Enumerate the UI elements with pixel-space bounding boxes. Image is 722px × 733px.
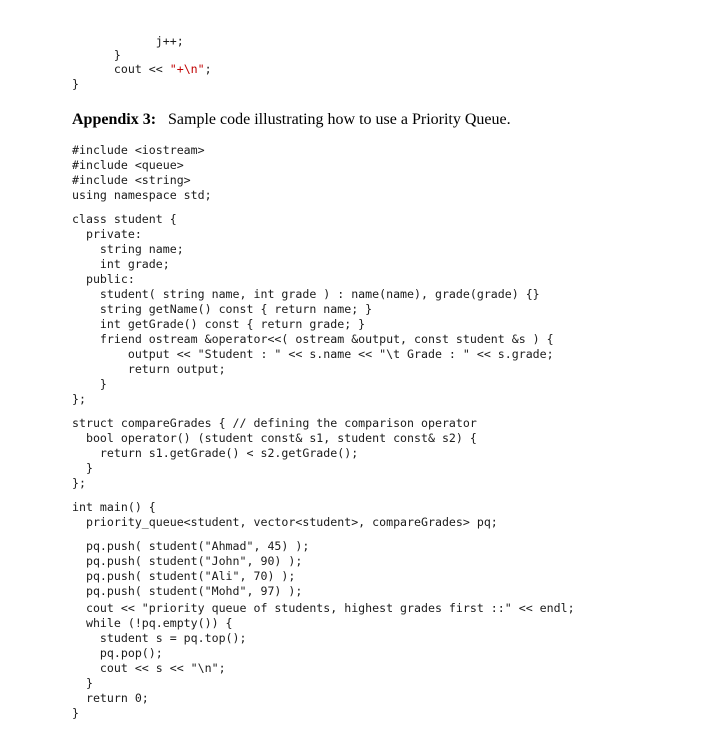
code-line: student s = pq.top(); xyxy=(72,631,247,645)
code-line: return s1.getGrade() < s2.getGrade(); xyxy=(72,446,359,460)
code-line: } xyxy=(72,461,93,475)
appendix-label: Appendix 3: xyxy=(72,111,157,128)
code-line: } xyxy=(72,48,121,62)
code-line: #include <string> xyxy=(72,173,191,187)
code-line: return 0; xyxy=(72,691,149,705)
code-line: } xyxy=(72,377,107,391)
code-line: student( string name, int grade ) : name(name), grade(grade) {} xyxy=(72,287,540,301)
code-line: } xyxy=(72,676,93,690)
code-line: public: xyxy=(72,272,135,286)
code-line: }; xyxy=(72,476,86,490)
code-line: pq.pop(); xyxy=(72,646,163,660)
code-line: bool operator() (student const& s1, student const& s2) { xyxy=(72,431,477,445)
code-line: j++; xyxy=(72,34,184,48)
code-line: pq.push( student("Mohd", 97) ); xyxy=(72,584,303,598)
code-line: int getGrade() const { return grade; } xyxy=(72,317,366,331)
code-line: struct compareGrades { // defining the comparison operator xyxy=(72,416,477,430)
code-line: string getName() const { return name; } xyxy=(72,302,373,316)
appendix-heading xyxy=(72,110,511,130)
code-line: pq.push( student("Ali", 70) ); xyxy=(72,569,296,583)
code-line: class student { xyxy=(72,212,177,226)
code-line: } xyxy=(72,706,79,720)
code-line: priority_queue<student, vector<student>, compareGrades> pq; xyxy=(72,515,498,529)
code-line: output << "Student : " << s.name << "\t Grade : " << s.grade; xyxy=(72,347,554,361)
code-line: using namespace std; xyxy=(72,188,212,202)
code-line: cout << "priority queue of students, highest grades first ::" << endl; xyxy=(72,601,575,615)
code-line: return output; xyxy=(72,362,226,376)
code-line: pq.push( student("John", 90) ); xyxy=(72,554,303,568)
code-line: int grade; xyxy=(72,257,170,271)
code-line: } xyxy=(72,77,79,91)
code-line: pq.push( student("Ahmad", 45) ); xyxy=(72,539,310,553)
code-line: cout << s << "\n"; xyxy=(72,661,226,675)
string-literal: "+\n" xyxy=(169,62,205,76)
code-line: private: xyxy=(72,227,142,241)
code-text: ; xyxy=(204,62,212,76)
appendix-description: Sample code illustrating how to use a Priority Queue. xyxy=(168,111,511,128)
code-text: cout << xyxy=(72,62,170,76)
code-line: }; xyxy=(72,392,86,406)
code-line: string name; xyxy=(72,242,184,256)
code-line-cout xyxy=(72,62,212,77)
code-line: friend ostream &operator<<( ostream &output, const student &s ) { xyxy=(72,332,554,346)
code-line: #include <iostream> xyxy=(72,143,205,157)
code-line: while (!pq.empty()) { xyxy=(72,616,233,630)
code-line: int main() { xyxy=(72,500,156,514)
code-line: #include <queue> xyxy=(72,158,184,172)
